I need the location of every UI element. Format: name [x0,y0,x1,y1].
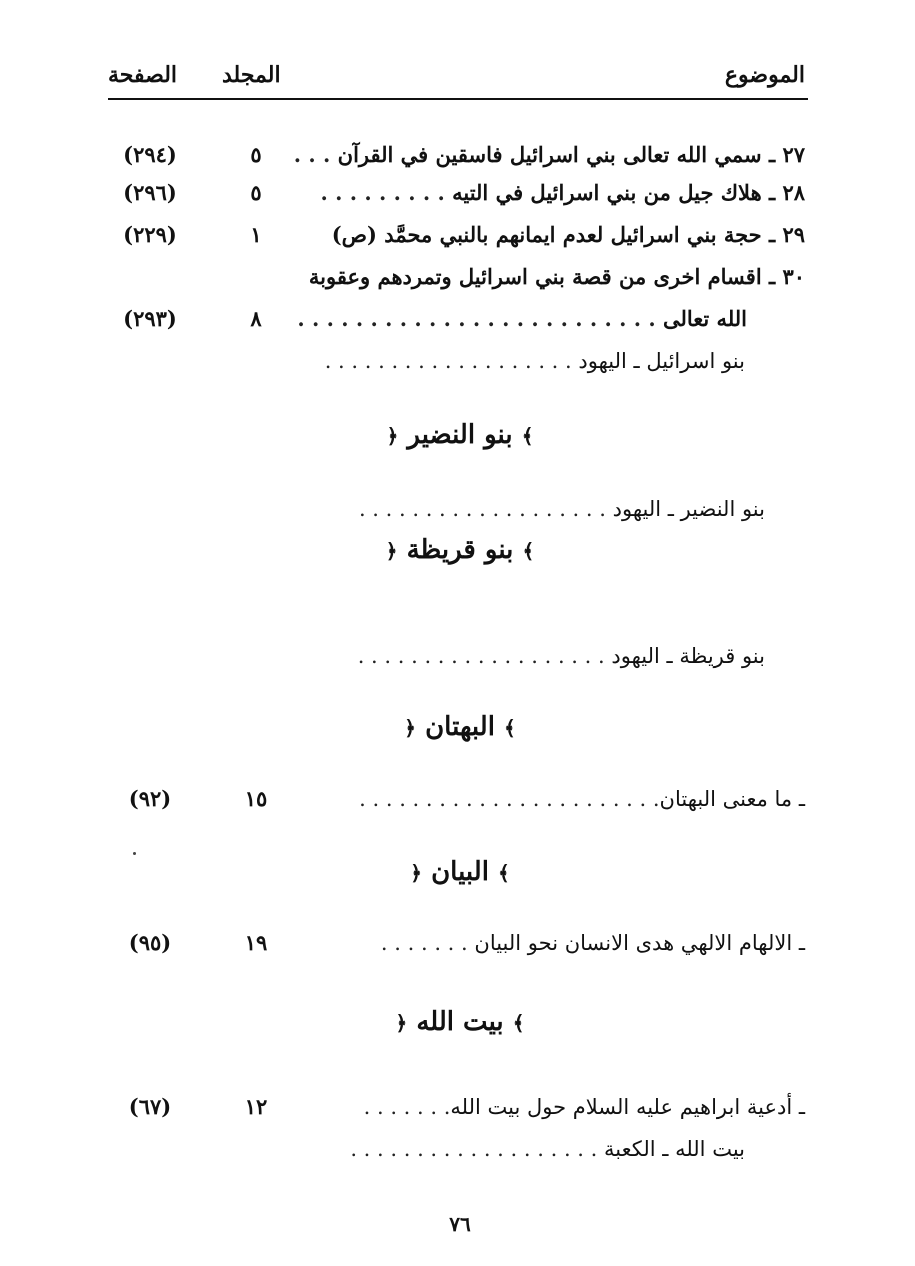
page-number: ٧٦ [449,1212,471,1236]
index-row [0,1130,915,1168]
entry-page: (٢٩٤) [123,142,177,167]
ornament-bracket-icon: ﴿ [410,861,422,885]
entry-volume: ١٥ [244,786,268,811]
entry-text: بنو النضير ـ اليهود . . . . . . . . . . . . . . . . . . . [358,497,765,521]
entry-volume: ١٢ [244,1094,268,1119]
ornament-bracket-icon: ﴿ [385,539,398,563]
entry-text: ـ أدعية ابراهيم عليه السلام حول بيت الله. . . . . . . [363,1095,805,1119]
ornament-bracket-icon: ﴿ [395,1011,408,1035]
header-subject: الموضوع [724,62,805,88]
section-title: ﴾ بنو النضير ﴿ [386,420,534,450]
index-row [0,637,915,675]
index-row [0,780,915,818]
entry-page: (٢٢٩) [123,222,177,247]
entry-text: ٢٩ ـ حجة بني اسرائيل لعدم ايمانهم بالنبي محمَّد (ص) [331,222,805,247]
entry-text: بنو اسرائيل ـ اليهود . . . . . . . . . . . . . . . . . . . [324,349,745,373]
index-row [0,924,915,962]
index-row [0,258,915,296]
ornament-bracket-icon: ﴾ [497,861,510,885]
entry-text: بنو قريظة ـ اليهود . . . . . . . . . . . . . . . . . . . [357,644,765,668]
entry-text: الله تعالى . . . . . . . . . . . . . . . . . . . . . . . . . [297,306,747,331]
entry-text: ٢٨ ـ هلاك جيل من بني اسرائيل في التيه . . . . . . . . . [320,180,805,205]
index-row [0,1088,915,1126]
ornament-bracket-icon: ﴿ [404,716,417,740]
section-title: ﴾ بيت الله ﴿ [395,1007,525,1037]
ornament-bracket-icon: ﴾ [521,424,534,448]
section-title: ﴾ بنو قريظة ﴿ [385,535,535,565]
ornament-bracket-icon: ﴾ [512,1011,525,1035]
ornament-bracket-icon: ﴾ [522,539,535,563]
entry-text: بيت الله ـ الكعبة . . . . . . . . . . . . . . . . . . . [350,1137,745,1161]
index-row [0,342,915,380]
ornament-bracket-icon: ﴿ [386,424,399,448]
entry-text: ـ ما معنى البهتان. . . . . . . . . . . . . . . . . . . . . . . [359,787,805,811]
section-title: ﴾ البهتان ﴿ [404,712,516,742]
entry-volume: ٨ [250,306,262,331]
entry-volume: ١٩ [244,930,268,955]
index-row [0,300,915,338]
entry-text: ـ الالهام الالهي هدى الانسان نحو البيان . . . . . . . [380,931,805,955]
entry-text: ٣٠ ـ اقسام اخرى من قصة بني اسرائيل وتمردهم وعقوبة [308,264,805,289]
index-row [0,174,915,212]
index-row [0,216,915,254]
entry-page: (٢٩٦) [123,180,177,205]
section-title: ﴾ البيان ﴿ [410,857,510,887]
entry-volume: ٥ [250,142,262,167]
print-speck [133,852,136,855]
entry-page: (٩٢) [128,786,172,811]
entry-page: (٢٩٣) [123,306,177,331]
header-rule [108,98,808,100]
entry-page: (٦٧) [128,1094,172,1119]
entry-page: (٩٥) [128,930,172,955]
header-volume: المجلد [222,62,281,88]
entry-text: ٢٧ ـ سمي الله تعالى بني اسرائيل فاسقين في القرآن . . . [293,142,805,167]
entry-volume: ٥ [250,180,262,205]
index-row [0,136,915,174]
header-page: الصفحة [108,62,178,88]
index-row [0,490,915,528]
ornament-bracket-icon: ﴾ [503,716,516,740]
entry-volume: ١ [250,222,262,247]
